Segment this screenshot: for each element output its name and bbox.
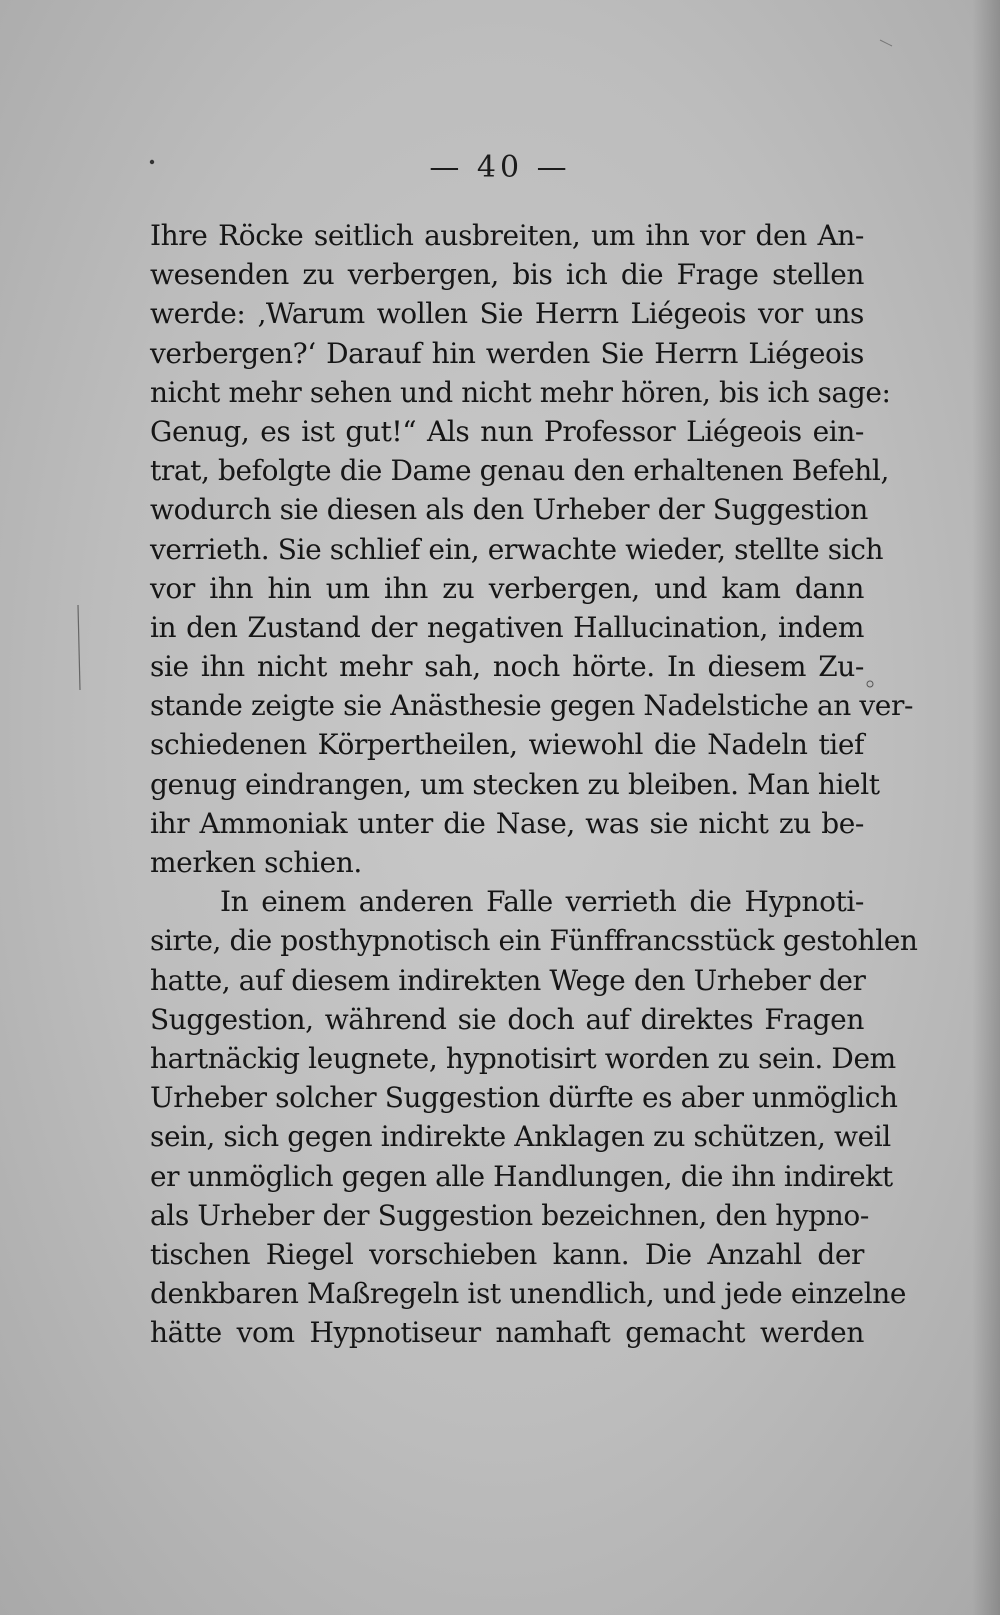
text-line: tischen Riegel vorschieben kann. Die Anzahl der bbox=[150, 1237, 864, 1271]
text-line: vor ihn hin um ihn zu verbergen, und kam dann bbox=[150, 571, 864, 605]
text-line: Ihre Röcke seitlich ausbreiten, um ihn vor den An- bbox=[150, 219, 864, 252]
text-line: merken schien. bbox=[150, 846, 362, 879]
text-line: Genug, es ist gut!“ Als nun Professor Liégeois ein- bbox=[150, 414, 864, 448]
text-line: wodurch sie diesen als den Urheber der Suggestion bbox=[150, 493, 868, 527]
text-line: wesenden zu verbergen, bis ich die Frage stellen bbox=[150, 258, 864, 292]
text-line: hartnäckig leugnete, hypnotisirt worden zu sein. Dem bbox=[150, 1041, 896, 1075]
text-line: schiedenen Körpertheilen, wiewohl die Nadeln tief bbox=[150, 728, 864, 762]
text-line: nicht mehr sehen und nicht mehr hören, bis ich sage: bbox=[150, 375, 891, 409]
text-line: In einem anderen Falle verrieth die Hypnoti- bbox=[220, 885, 864, 919]
page-number: — 40 — bbox=[429, 150, 571, 185]
text-line: verrieth. Sie schlief ein, erwachte wieder, stellte sich bbox=[150, 532, 884, 566]
text-line: Urheber solcher Suggestion dürfte es aber unmöglich bbox=[150, 1081, 898, 1115]
text-line: ihr Ammoniak unter die Nase, was sie nicht zu be- bbox=[150, 806, 864, 840]
text-line: sein, sich gegen indirekte Anklagen zu schützen, weil bbox=[150, 1120, 891, 1154]
text-line: genug eindrangen, um stecken zu bleiben. Man hielt bbox=[150, 767, 880, 801]
text-line: er unmöglich gegen alle Handlungen, die ihn indirekt bbox=[150, 1159, 893, 1193]
body-text bbox=[150, 216, 918, 1352]
text-line: hatte, auf diesem indirekten Wege den Urheber der bbox=[150, 963, 866, 997]
text-line: verbergen?‘ Darauf hin werden Sie Herrn Liégeois bbox=[150, 336, 864, 370]
text-line: trat, befolgte die Dame genau den erhaltenen Befehl, bbox=[150, 454, 889, 488]
text-line: als Urheber der Suggestion bezeichnen, den hypno- bbox=[150, 1198, 869, 1232]
text-line: denkbaren Maßregeln ist unendlich, und jede einzelne bbox=[150, 1277, 907, 1311]
text-line: werde: ‚Warum wollen Sie Herrn Liégeois vor uns bbox=[150, 297, 864, 331]
text-line: Suggestion, während sie doch auf direktes Fragen bbox=[150, 1002, 864, 1036]
text-line: hätte vom Hypnotiseur namhaft gemacht werden bbox=[150, 1316, 864, 1350]
text-line: sirte, die posthypnotisch ein Fünffrancsstück gestohlen bbox=[150, 924, 918, 958]
text-line: sie ihn nicht mehr sah, noch hörte. In diesem Zu- bbox=[150, 650, 864, 684]
text-line: in den Zustand der negativen Hallucination, indem bbox=[150, 610, 864, 644]
text-line: stande zeigte sie Anästhesie gegen Nadelstiche an ver- bbox=[150, 689, 914, 723]
